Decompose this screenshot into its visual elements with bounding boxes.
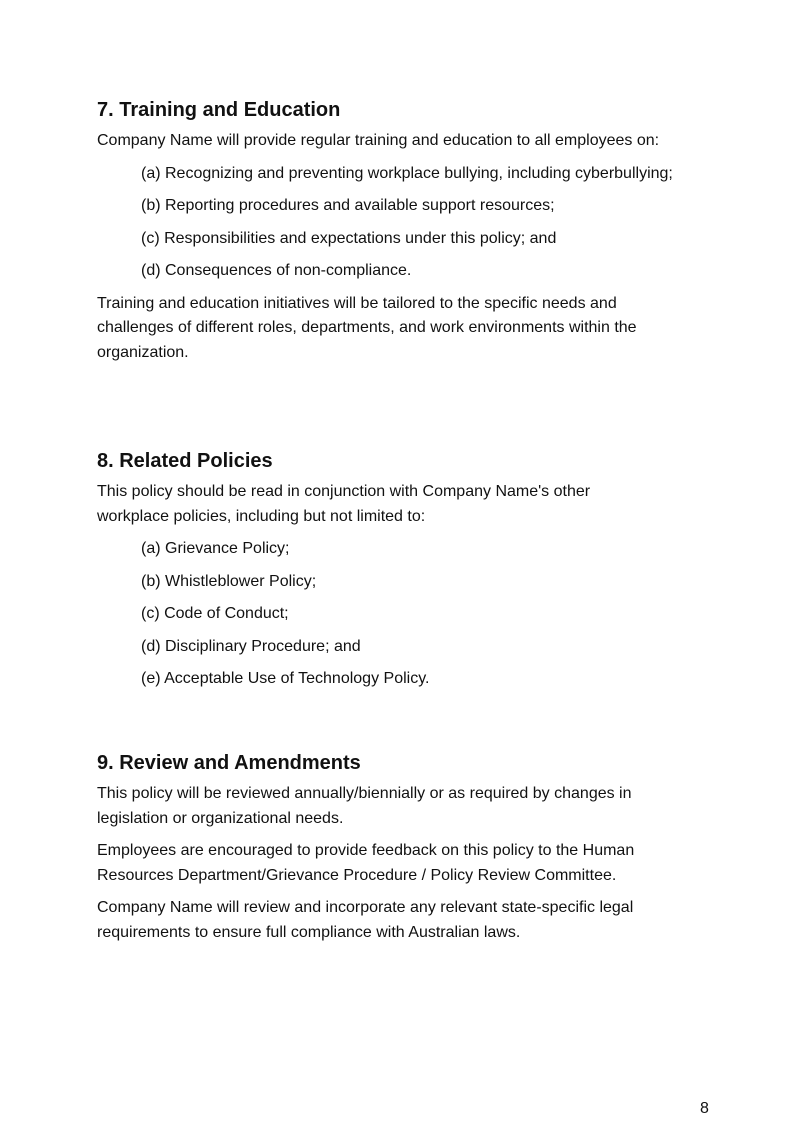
section-heading: 9. Review and Amendments xyxy=(97,752,361,774)
section-paragraph: Company Name will review and incorporate any relevant state-specific legal requirements to ensure full compliance with Australian laws. xyxy=(97,899,634,941)
list-item: (a) Grievance Policy; xyxy=(141,540,290,557)
list-item: (b) Whistleblower Policy; xyxy=(141,572,317,590)
section-intro: This policy should be read in conjunction with Company Name's other workplace policies, including but not limited to: xyxy=(97,483,591,525)
list-item: (a) Recognizing and preventing workplace bullying, including cyberbullying; xyxy=(141,164,673,182)
section-intro: Company Name will provide regular training and education to all employees on: xyxy=(97,132,660,149)
page-number: 8 xyxy=(700,1100,709,1117)
section-heading: 8. Related Policies xyxy=(97,450,273,472)
section-paragraph: Employees are encouraged to provide feedback on this policy to the Human Resources Department/Grievance Procedure / Policy Review Committee. xyxy=(97,842,635,884)
list-item: (c) Responsibilities and expectations under this policy; and xyxy=(141,229,557,247)
section-heading: 7. Training and Education xyxy=(97,99,341,121)
list-item: (d) Disciplinary Procedure; and xyxy=(141,637,361,655)
list-item: (d) Consequences of non-compliance. xyxy=(141,262,412,279)
section-review-amendments xyxy=(97,750,717,945)
section-related-policies xyxy=(97,448,717,692)
section-closing: Training and education initiatives will be tailored to the specific needs and challenges of different roles, departments, and work environments within the organization. xyxy=(97,294,637,361)
list-item: (e) Acceptable Use of Technology Policy. xyxy=(141,670,430,687)
section-training-education xyxy=(97,97,717,365)
section-paragraph: This policy will be reviewed annually/biennially or as required by changes in legislation or organizational needs. xyxy=(97,785,632,827)
list-item: (c) Code of Conduct; xyxy=(141,605,289,622)
list-item: (b) Reporting procedures and available support resources; xyxy=(141,197,555,214)
